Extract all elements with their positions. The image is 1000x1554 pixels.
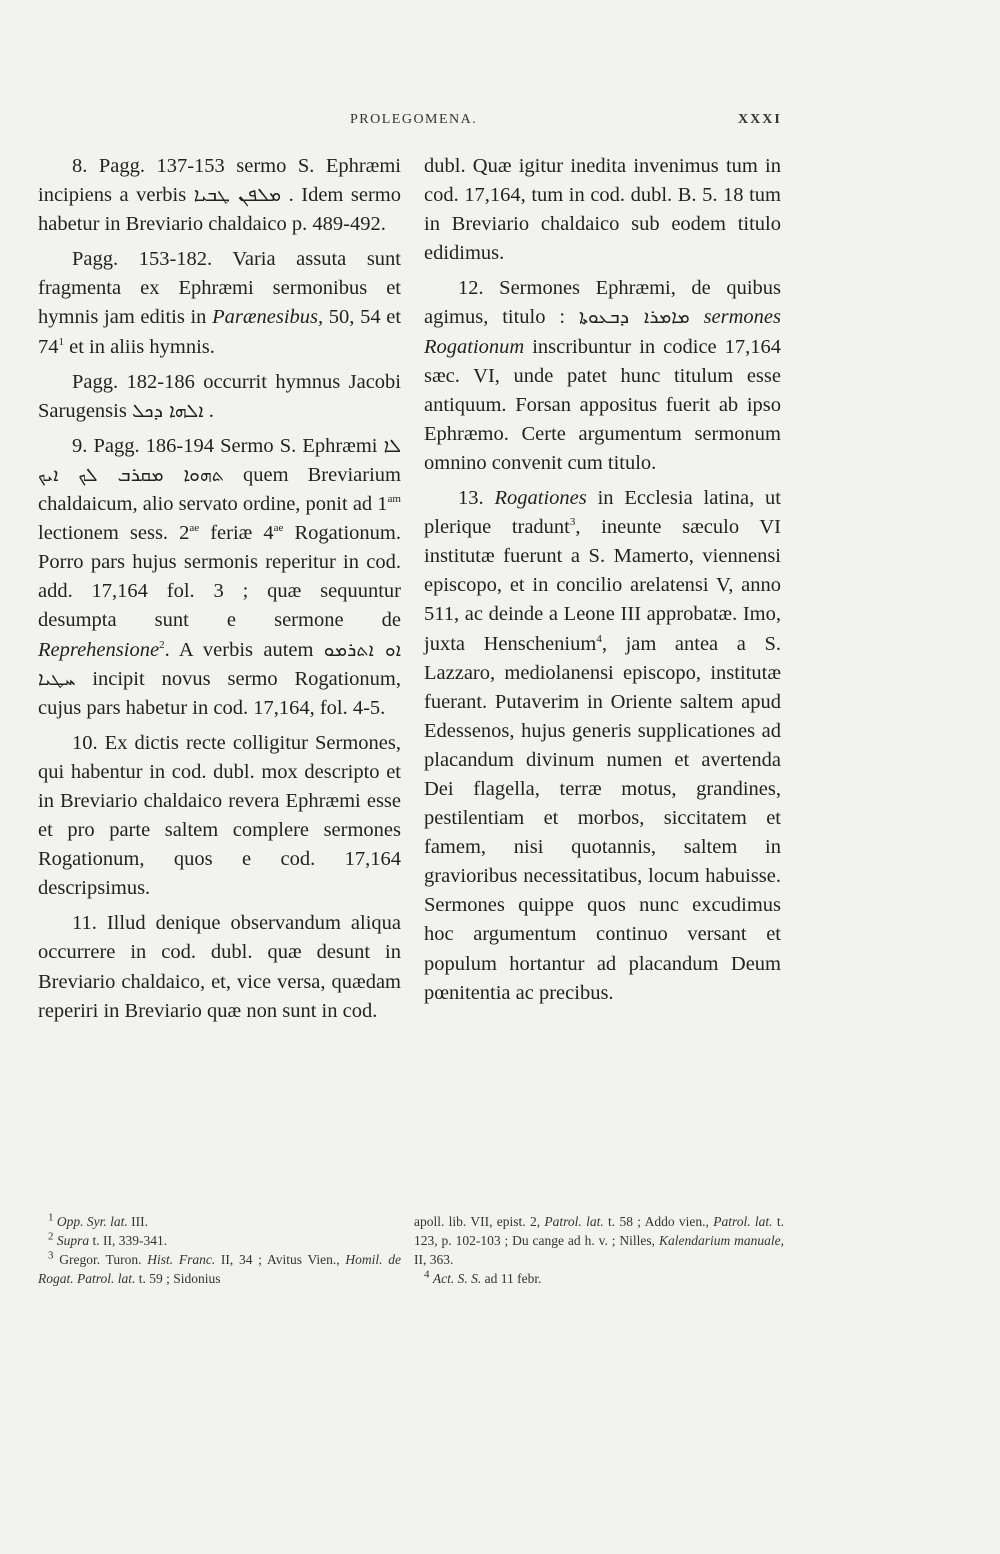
page-number: XXXI: [738, 112, 782, 127]
syriac-new-sermon: ܐܘ ܐܬܪܡܘ ܚܛܝܐ: [38, 638, 401, 690]
footnote-3: $^3$ Gregor. Turon. Hist. Franc. II, 34 ; Avitus Vien., Homil. de Rogat. Patrol. lat. t. 59 ; Sidonius: [38, 1249, 402, 1286]
paragraph-pagg-182: Pagg. 182-186 occurrit hymnus Jacobi Sarugensis ܐܠܗܐ ܕܟܠ .: [38, 370, 401, 422]
footnotes-left: [38, 1212, 401, 1288]
footnote-ref-2: 2: [159, 638, 165, 651]
page-header: [0, 112, 1000, 142]
footnote-3-continued: apoll. lib. VII, epist. 2, Patrol. lat. t. 58 ; Addo vien., Patrol. lat. t. 123, p. 102-103 ; Du cange ad h. v. ; Nilles, Kalendarium manuale, II, 363.: [414, 1214, 784, 1267]
footnote-ref-4: 4: [596, 632, 602, 645]
syriac-hymn-title: ܐܠܗܐ ܕܟܠ: [131, 399, 204, 422]
footnote-2: $^2$ Supra t. II, 339-341.: [48, 1230, 168, 1248]
footnote-ref-3: 3: [569, 516, 576, 529]
paragraph-10: 10. Ex dictis recte colligitur Sermones, qui habentur in cod. dubl. mox descripto et in Breviario chaldaico revera Ephræmi esse et pro parte saltem complere sermones Rogationum, quos e cod. 17,164 descripsimus.: [38, 731, 401, 900]
paragraph-9: 9. Pagg. 186-194 Sermo S. Ephræmi ܠܐ ܬܗܘܐ ܡܩܪܒ ܠܟ ܐܝܟ quem Breviarium chaldaicum, alio servato ordine, ponit ad $1^{am}$ lectionem sess. $2^{ae}$ feriæ $4^{ae}$ Rogationum. Porro pars hujus sermonis reperitur in cod. add. 17,164 fol. 3 ; quæ sequuntur desumpta sunt e sermone de Reprehensione$^2$. A verbis autem ܐܘ ܐܬܪܡܘ ܚܛܝܐ incipit novus sermo Rogationum, cujus pars habetur in cod. 17,164, fol. 4-5.: [38, 434, 401, 719]
syriac-title: ܡܐܡܪܐ ܕܒܥܘܬܐ: [578, 306, 690, 329]
left-column: [38, 152, 401, 1032]
paragraph-pagg-153: Pagg. 153-182. Varia assuta sunt fragmenta ex Ephræmi sermonibus et hymnis jam editis in Parænesibus, 50, 54 et $74^1$ et in aliis hymnis.: [38, 248, 402, 358]
footnote-ref-1: 1: [58, 335, 64, 348]
paragraph-12: 12. Sermones Ephræmi, de quibus agimus, titulo : ܡܐܡܪܐ ܕܒܥܘܬܐ sermones Rogationum inscribuntur in codice 17,164 sæc. VI, unde patet hunc titulum esse antiquum. Forsan appositus fuerit ab ipso Ephræmo. Certe argumentum sermonum omnino convenit cum titulo.: [424, 277, 782, 474]
syriac-sermon-incipit: ܠܐ ܬܗܘܐ ܡܩܪܒ ܠܟ ܐܝܟ: [38, 434, 401, 486]
syriac-incipit: ܡܠܦܢ ܛܒܝܐ: [193, 184, 282, 207]
paragraph-8: 8. Pagg. 137-153 sermo S. Ephræmi incipiens a verbis ܡܠܦܢ ܛܒܝܐ . Idem sermo habetur in Breviario chaldaico p. 489-492.: [38, 155, 401, 236]
paragraph-continued: dubl. Quæ igitur inedita invenimus tum in cod. 17,164, tum in cod. dubl. B. 5. 18 tum in Breviario chaldaico sub eodem titulo edidimus.: [424, 155, 781, 265]
paragraph-13: 13. Rogationes in Ecclesia latina, ut plerique tradunt$^3$, ineunte sæculo VI institutæ fuerunt a S. Mamerto, viennensi episcopo, et in concilio arelatensi V, anno 511, ac deinde a Leone III approbatæ. Imo, juxta Henschenium$^4$, jam antea a S. Lazzaro, mediolanensi episcopo, institutæ fuerant. Putaverim in Oriente saltem apud Edessenos, hujus generis supplicationes ad placandum divinum numen et avertenda Dei flagella, terræ motus, grandines, pestilentiam et morbos, siccitatem et famem, nisi quotannis, saltem in gravioribus necessitatibus, locum habuisse. Sermones quippe quos nunc excudimus hoc argumentum continuo versant et populum hortantur ad placandum Deum pœnitentia ac precibus.: [424, 487, 782, 1004]
paragraph-11: 11. Illud denique observandum aliqua occurrere in cod. dubl. quæ desunt in Breviario chaldaico, et, vice versa, quædam reperiri in Breviario quæ non sunt in cod.: [38, 912, 401, 1022]
footnote-1: $^1$ Opp. Syr. lat. III.: [48, 1211, 148, 1229]
right-column: [424, 152, 781, 1014]
footnotes-right: [414, 1212, 784, 1288]
running-title: PROLEGOMENA.: [350, 112, 478, 127]
footnote-4: $^4$ Act. S. S. ad 11 febr.: [424, 1268, 542, 1286]
